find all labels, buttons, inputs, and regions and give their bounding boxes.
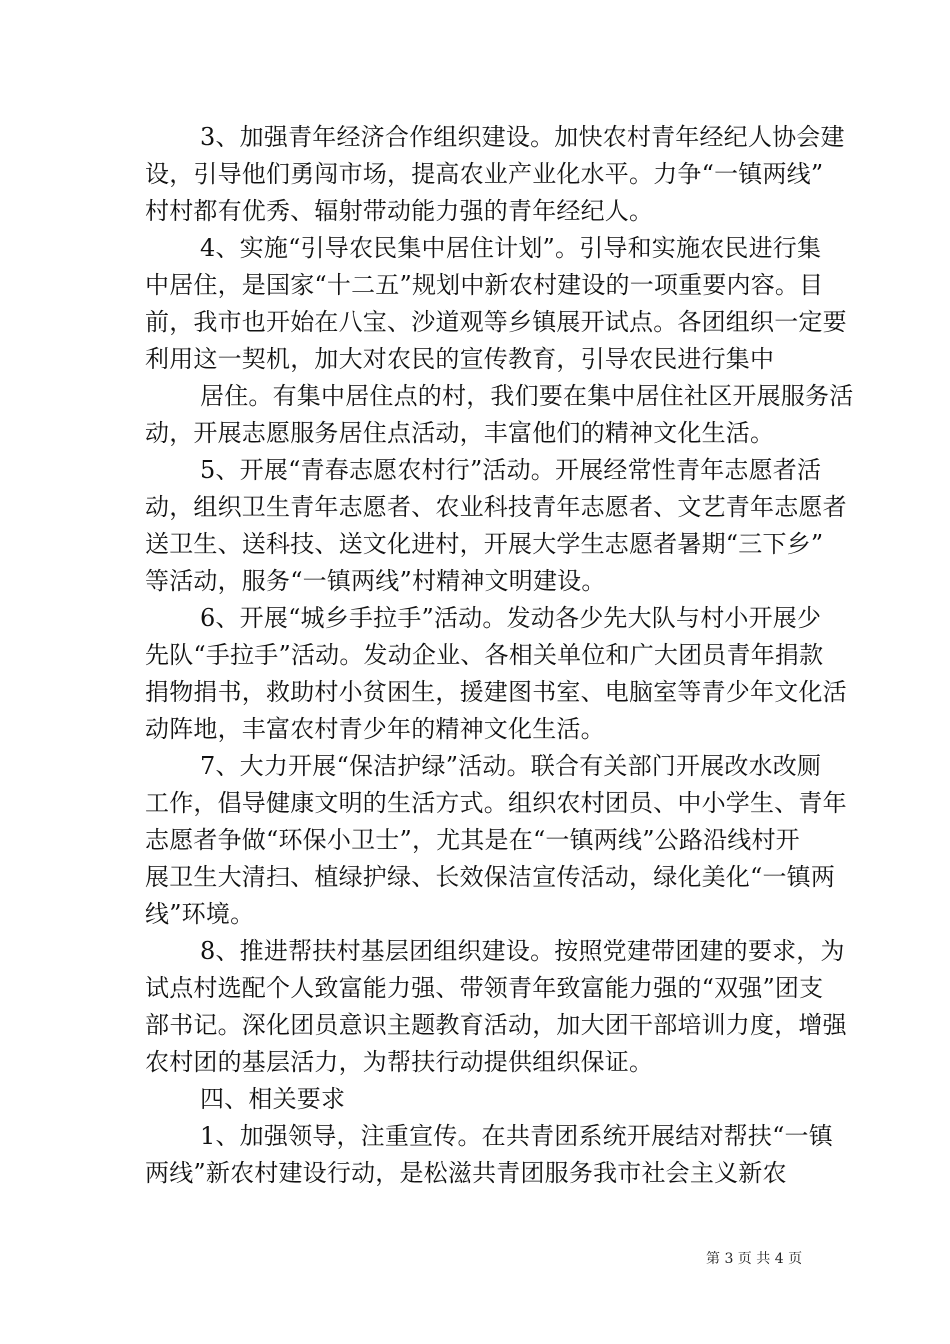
text-line: 8、推进帮扶村基层团组织建设。按照党建带团建的要求，为: [200, 937, 845, 965]
text-line: 动，组织卫生青年志愿者、农业科技青年志愿者、文艺青年志愿者: [145, 493, 847, 521]
text-line: 利用这一契机，加大对农民的宣传教育，引导农民进行集中: [145, 345, 775, 373]
page-number: 第 3 页 共 4 页: [706, 1251, 803, 1267]
text-line: 动阵地，丰富农村青少年的精神文化生活。: [145, 715, 605, 743]
text-line: 居住。有集中居住点的村，我们要在集中居住社区开展服务活: [200, 382, 854, 410]
text-line: 动，开展志愿服务居住点活动，丰富他们的精神文化生活。: [145, 419, 775, 447]
text-line: 工作，倡导健康文明的生活方式。组织农村团员、中小学生、青年: [145, 789, 847, 817]
text-line: 线”环境。: [145, 900, 255, 928]
text-line: 农村团的基层活力，为帮扶行动提供组织保证。: [145, 1048, 654, 1076]
text-line: 等活动，服务“一镇两线”村精神文明建设。: [145, 567, 606, 595]
text-line: 中居住，是国家“十二五”规划中新农村建设的一项重要内容。目: [145, 271, 824, 299]
section-heading: 四、相关要求: [200, 1085, 346, 1113]
text-line: 6、开展“城乡手拉手”活动。发动各少先大队与村小开展少: [200, 604, 822, 632]
text-line: 5、开展“青春志愿农村行”活动。开展经常性青年志愿者活: [200, 456, 822, 484]
text-line: 捐物捐书，救助村小贫困生，援建图书室、电脑室等青少年文化活: [145, 678, 847, 706]
text-line: 展卫生大清扫、植绿护绿、长效保洁宣传活动，绿化美化“一镇两: [145, 863, 836, 891]
text-line: 两线”新农村建设行动，是松滋共青团服务我市社会主义新农: [145, 1159, 787, 1187]
text-line: 4、实施“引导农民集中居住计划”。引导和实施农民进行集: [200, 234, 822, 262]
text-line: 前，我市也开始在八宝、沙道观等乡镇展开试点。各团组织一定要: [145, 308, 847, 336]
text-line: 先队“手拉手”活动。发动企业、各相关单位和广大团员青年捐款: [145, 641, 824, 669]
text-line: 7、大力开展“保洁护绿”活动。联合有关部门开展改水改厕: [200, 752, 822, 780]
text-line: 3、加强青年经济合作组织建设。加快农村青年经纪人协会建: [200, 123, 845, 151]
text-line: 部书记。深化团员意识主题教育活动，加大团干部培训力度，增强: [145, 1011, 847, 1039]
text-line: 送卫生、送科技、送文化进村，开展大学生志愿者暑期“三下乡”: [145, 530, 824, 558]
text-line: 设，引导他们勇闯市场，提高农业产业化水平。力争“一镇两线”: [145, 160, 824, 188]
text-line: 志愿者争做“环保小卫士”，尤其是在“一镇两线”公路沿线村开: [145, 826, 800, 854]
text-line: 1、加强领导，注重宣传。在共青团系统开展结对帮扶“一镇: [200, 1122, 833, 1150]
text-line: 试点村选配个人致富能力强、带领青年致富能力强的“双强”团支: [145, 974, 824, 1002]
text-line: 村村都有优秀、辐射带动能力强的青年经纪人。: [145, 197, 654, 225]
